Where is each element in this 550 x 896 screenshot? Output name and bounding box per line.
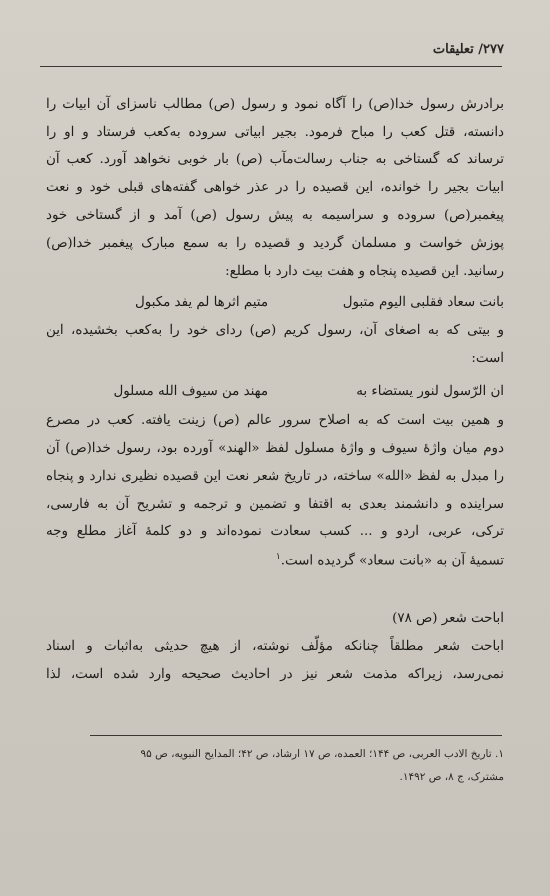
- footnote-line: مشترک، ج ۸، ص ۱۴۹۲.: [399, 771, 504, 783]
- body-line: را مبدل به لفظ «الله» ساخته، در تاریخ شعر نعت این قصیده نظیری ندارد و پنجاه: [46, 469, 504, 484]
- verse-1-second-hemistich: متیم اثرها لم یفد مکبول: [135, 295, 268, 310]
- footnote-reference: ۱: [275, 552, 281, 562]
- body-line: دوم میان واژۀ سیوف و واژۀ مسلول لفظ «الهند» آورده بود، رسول خدا(ص) آن: [46, 441, 504, 456]
- verse-2-second-hemistich: مهند من سیوف الله مسلول: [113, 384, 268, 399]
- body-line: و بیتی که به اصغای آن، رسول کریم (ص) ردای خود را به‌کعب بخشیده، این: [46, 323, 504, 338]
- section-heading: اباحت شعر (ص ۷۸): [392, 611, 504, 626]
- body-line: پیغمبر(ص) سروده و سراسیمه به پیش رسول (ص) آمد و از گستاخی خود: [46, 208, 504, 223]
- body-line: رسانید. این قصیده پنجاه و هفت بیت دارد با مطلع:: [225, 264, 504, 279]
- section-line: اباحت شعر مطلقاً چنانکه مؤلّف نوشته، از هیچ حدیثی به‌اثبات و اسناد: [46, 639, 504, 654]
- body-line: پوزش خواست و مسلمان گردید و قصیده را به سمع مبارک پیغمبر خدا(ص): [46, 236, 504, 251]
- body-line-with-footnote: [46, 553, 504, 568]
- body-line: ابیات بجیر را خوانده، این قصیده را در عذر خواهی گفته‌های قبلی خود و نعت: [46, 180, 504, 195]
- body-line: دانسته، قتل کعب را مباح فرمود. بجیر ابیاتی سروده به‌کعب فرستاد و او را: [46, 125, 504, 140]
- verse-1-first-hemistich: بانت سعاد فقلبی الیوم متبول: [342, 295, 504, 310]
- running-header: ۲۷۷/ تعلیقات: [432, 42, 504, 57]
- body-line: و همین بیت است که به اصلاح سرور عالم (ص) زینت یافته. کعب در مصرع: [46, 413, 504, 428]
- body-line: سراینده و دانشمند بعدی به اقتفا و تضمین و ترجمه و تشریح آن به فارسی،: [46, 497, 504, 512]
- section-line: نمی‌رسد، زیراکه مذمت شعر نیز در احادیث صحیحه وارد شده است، لذا: [46, 667, 504, 682]
- header-rule: [40, 66, 502, 67]
- body-line: برادرش رسول خدا(ص) را آگاه نمود و رسول (ص) مطالب ناسزای آن ابیات را: [46, 97, 504, 112]
- body-line: ترساند که گستاخی به جناب رسالت‌مآب (ص) بار خوبی نخواهد آورد. کعب آن: [46, 152, 504, 167]
- verse-2-first-hemistich: ان الرّسول لنور یستضاء به: [356, 384, 504, 399]
- body-line: ترکی، عربی، اردو و ... کسب سعادت نموده‌اند و دو کلمۀ آغاز مطلع وجه: [46, 524, 504, 539]
- footnote-line: ۱. تاریخ الادب العربی، ص ۱۴۴؛ العمده، ص ۱۷ ارشاد، ص ۴۲؛ المدایح النبویه، ص ۹۵: [140, 748, 504, 760]
- footnote-rule: [90, 735, 502, 736]
- body-line-text: تسمیۀ آن به «بانت سعاد» گردیده است.: [280, 553, 504, 569]
- body-line: است:: [471, 351, 504, 366]
